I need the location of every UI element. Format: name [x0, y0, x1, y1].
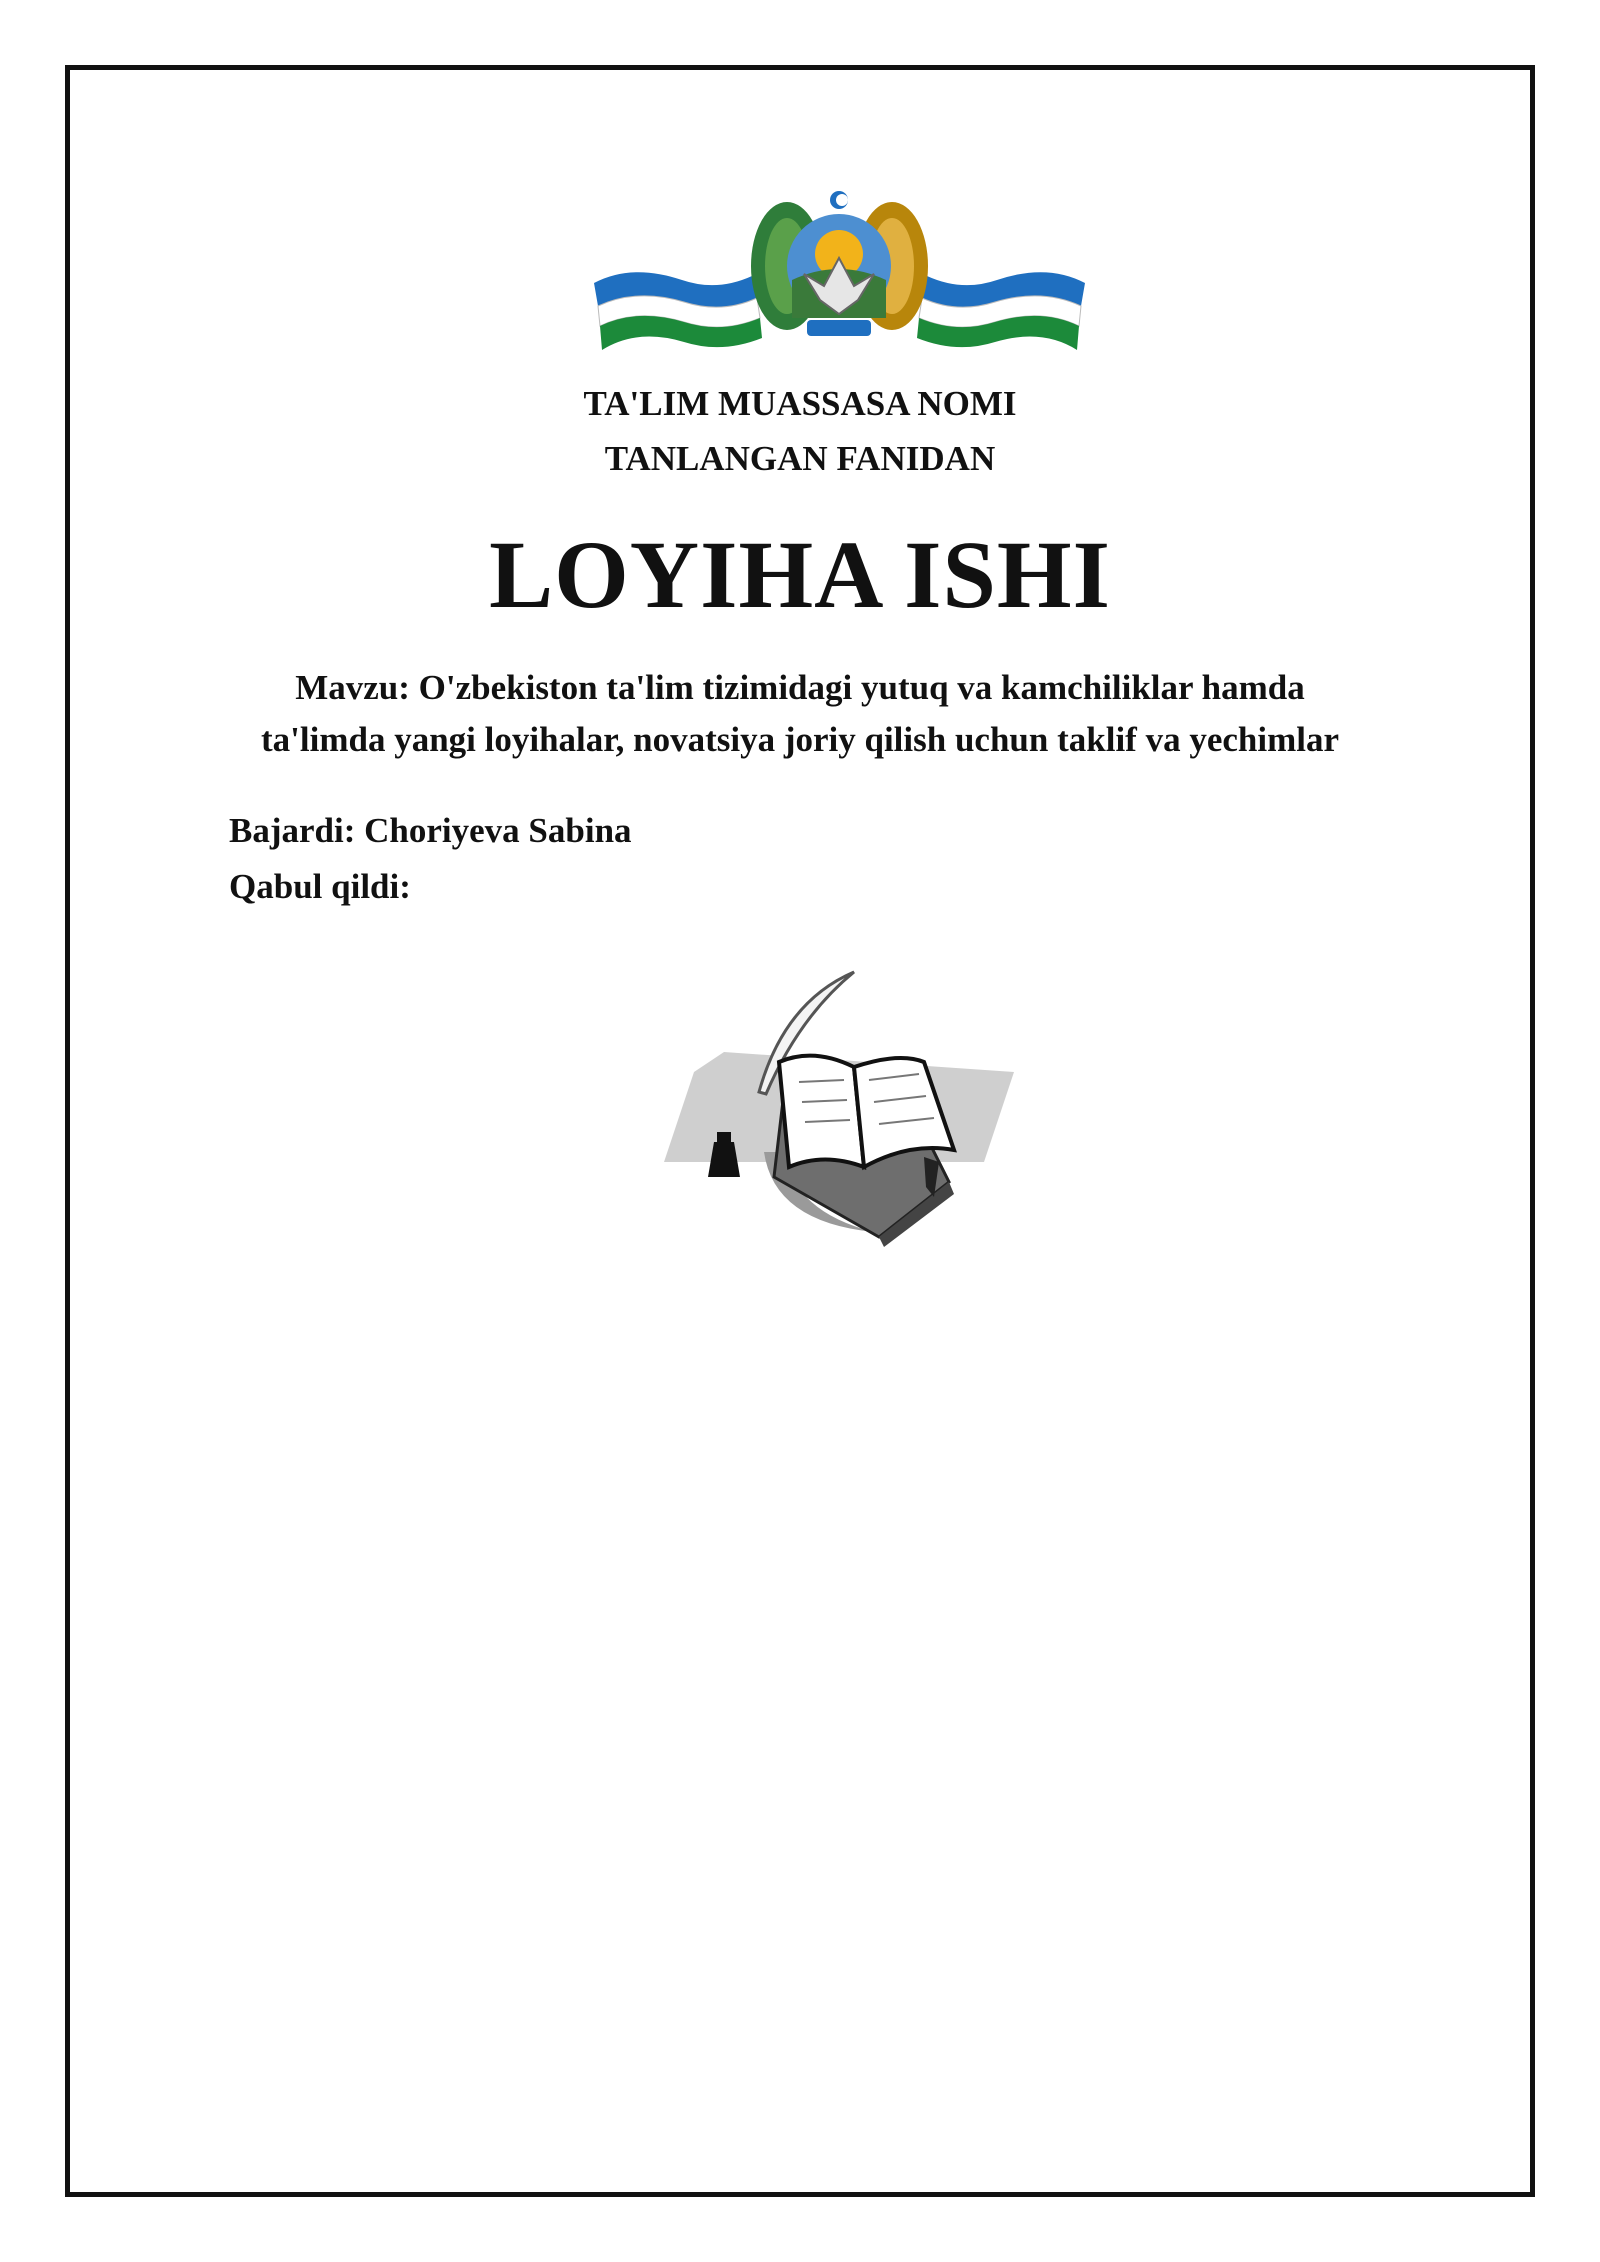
topic-line-1: Mavzu: O'zbekiston ta'lim tizimidagi yutuq va kamchiliklar hamda: [295, 668, 1305, 707]
book-quill-illustration: [664, 962, 1019, 1247]
institution-name: TA'LIM MUASSASA NOMI: [583, 384, 1017, 423]
state-emblem-image: [592, 188, 1087, 360]
subject-name: TANLANGAN FANIDAN: [604, 439, 996, 478]
performed-by: Bajardi: Choriyeva Sabina: [229, 811, 632, 850]
topic-block: [0, 662, 1600, 766]
document-title: LOYIHA ISHI: [489, 521, 1111, 628]
topic-line-2: ta'limda yangi loyihalar, novatsiya joriy qilish uchun taklif va yechimlar: [261, 720, 1339, 759]
accepted-by: Qabul qildi:: [229, 867, 411, 906]
